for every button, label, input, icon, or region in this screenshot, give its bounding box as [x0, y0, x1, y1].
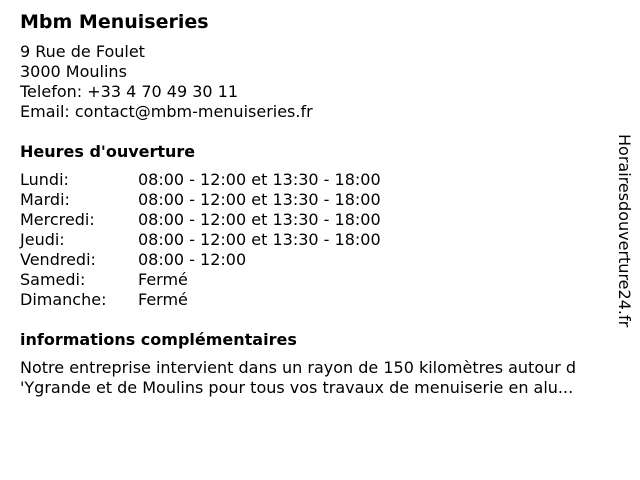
- hours-row: [20, 290, 624, 310]
- address-street: 9 Rue de Foulet: [20, 42, 145, 61]
- email-address[interactable]: contact@mbm-menuiseries.fr: [74, 102, 313, 121]
- hours-day: Vendredi:: [20, 250, 96, 269]
- hours-time: Fermé: [138, 270, 188, 289]
- hours-day: Lundi:: [20, 170, 69, 189]
- hours-time: 08:00 - 12:00 et 13:30 - 18:00: [138, 230, 381, 249]
- hours-row: [20, 270, 624, 290]
- email-label: Email:: [20, 102, 70, 121]
- hours-day: Mardi:: [20, 190, 70, 209]
- address-city: 3000 Moulins: [20, 62, 127, 81]
- hours-row: [20, 250, 624, 270]
- hours-time: 08:00 - 12:00 et 13:30 - 18:00: [138, 170, 381, 189]
- business-card: [20, 10, 624, 398]
- hours-title: Heures d'ouverture: [20, 142, 196, 161]
- info-description: [20, 358, 624, 398]
- phone-label: Telefon:: [20, 82, 83, 101]
- hours-day: Jeudi:: [20, 230, 65, 249]
- hours-time: 08:00 - 12:00 et 13:30 - 18:00: [138, 190, 381, 209]
- phone-line: [20, 82, 624, 102]
- info-description-line: Notre entreprise intervient dans un rayon de 150 kilomètres autour d: [20, 358, 577, 377]
- business-name: Mbm Menuiseries: [20, 11, 209, 33]
- hours-time: Fermé: [138, 290, 188, 309]
- hours-day: Mercredi:: [20, 210, 95, 229]
- hours-row: [20, 210, 624, 230]
- hours-day: Dimanche:: [20, 290, 107, 309]
- hours-row: [20, 170, 624, 190]
- hours-time: 08:00 - 12:00 et 13:30 - 18:00: [138, 210, 381, 229]
- hours-day: Samedi:: [20, 270, 86, 289]
- email-line: [20, 102, 624, 122]
- hours-row: [20, 190, 624, 210]
- info-title: informations complémentaires: [20, 330, 297, 349]
- watermark-text: Horairesdouverture24.fr: [615, 134, 634, 328]
- hours-time: 08:00 - 12:00: [138, 250, 247, 269]
- hours-row: [20, 230, 624, 250]
- site-watermark: [612, 134, 636, 344]
- phone-number[interactable]: +33 4 70 49 30 11: [87, 82, 239, 101]
- hours-table: [20, 170, 624, 310]
- info-description-line: 'Ygrande et de Moulins pour tous vos travaux de menuiserie en alu...: [20, 378, 574, 397]
